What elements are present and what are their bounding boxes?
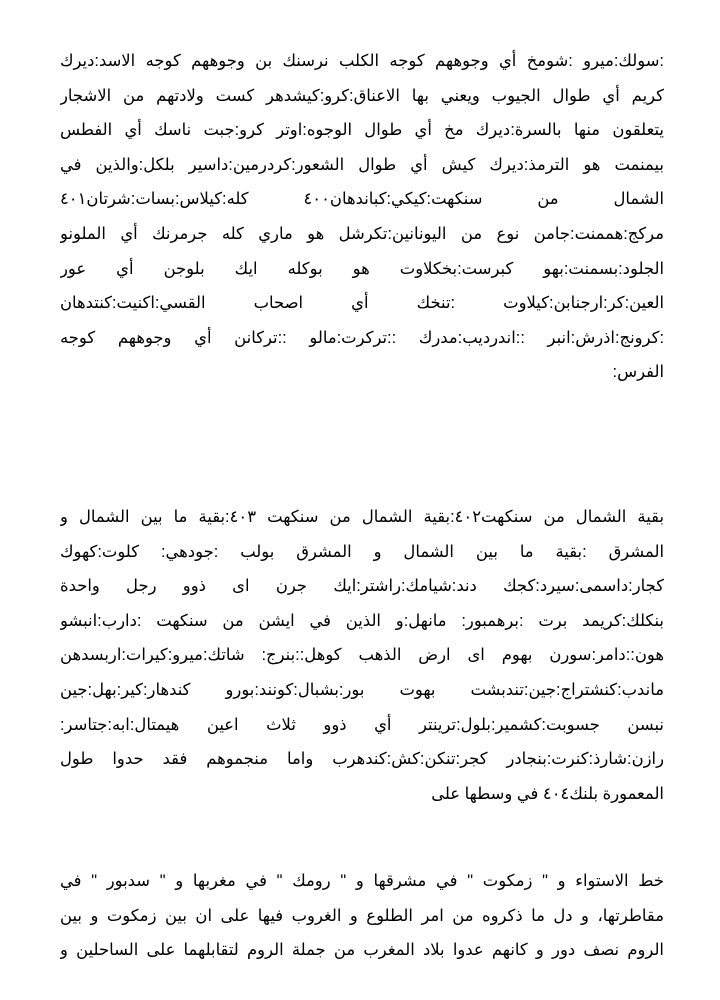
text-line: بيمنمت هو الترمذ:ديرك كيش أي طوال الشعور:كردرمين:داسير بلكل:والذين في [60, 155, 664, 174]
text-line: بنكلك:كريمد برت :برهمبور: مانهل:و الذين في ايشن من سنكهت :دارب:انبشو [60, 611, 664, 630]
text-line: :سولك:ميرو :شومخ أي وجوههم كوجه الكلب نرسنك بن وجوههم كوجه الاسد:ديرك [60, 52, 664, 70]
text-line: المشرق :بقية ما بين الشمال و المشرق بولب :جودهي: كلوت:كهوك [60, 542, 664, 561]
text-line: كريم أي طوال الجيوب ويعني بها الاعناق:كرو:كيشدهر كست ولادتهم من الاشجار [60, 86, 664, 105]
paragraph-3 [60, 864, 664, 968]
text-line: المعمورة بلنك٤٠٤ في وسطها على [431, 784, 664, 803]
text-line: ماندب:كنشتراج:جين:تندبشت بهوت بور:بشبال:كونند:بورو كندهار:كير:بهل:جين [60, 680, 664, 699]
text-line: الجلود:بسمنت:بهو كبرست:بخكلاوت هو بوكله ايك بلوجن أي عور [60, 259, 664, 278]
text-line: الفرس: [612, 363, 664, 382]
text-line: كجار:داسمى:سيرد:كجك دند:شيامك:راشتر:ايك جرن اى ذوو رجل واحدة [60, 577, 664, 596]
text-line: بقية الشمال من سنكهت٤٠٢:بقية الشمال من سنكهت ٤٠٣:بقية ما بين الشمال و [60, 508, 664, 526]
text-line: هون::دامر:سورن بهوم اى ارض الذهب كوهل::بنرج: شاتك:ميرو:كيرات:اربسدهن [60, 646, 664, 665]
text-line: مركج:هممنت:جامن نوع من اليونانين:تكرشل هو ماري كله جرمرنك أي الملونو [60, 224, 664, 243]
text-line: خط الاستواء و " زمكوت " في مشرقها و " رومك " في مغربها و " سدبور " في [60, 872, 664, 890]
text-line: نبسن جسوبت:كشمير:بلول:ترينتر أي ذوو ثلاث اعين هيمتال:ابه:جتاسر: [60, 715, 664, 734]
text-line: العين:كر:ارجنابن:كيلاوت :تنخك أي اصحاب القسي:اكنيت:كنتدهان [60, 294, 664, 313]
text-line: الروم نصف دور و كانهم عدوا بلاد المغرب من جملة الروم لتقابلهما على الساحلين و [60, 941, 664, 960]
paragraph-2 [60, 500, 664, 811]
text-line: مقاطرتها، و دل ما ذكروه من امر الطلوع و الغروب فيها على ان بين زمكوت و بين [60, 906, 664, 925]
text-line: رازن:شارذ:كنرت:بنجادر كجر:تنكن:كش:كندهرب واما منجموهم فقد حدوا طول [60, 750, 664, 769]
text-line: الشمال من سنكهت:كيكي:كباندهان٤٠٠ كله:كيلاس:بسات:شرتان٤٠١ [60, 190, 664, 209]
text-line: :كرونج:اذرش:انبر ::اندرديب:مدرك ::تركرت:مالو ::تركانن أي وجوههم كوجه [60, 328, 664, 347]
paragraph-1 [60, 44, 664, 390]
text-line: يتعلقون منها بالسرة:ديرك مخ أي طوال الوجوه:اوتر كرو:جبت ناسك أي الفطس [60, 121, 664, 140]
